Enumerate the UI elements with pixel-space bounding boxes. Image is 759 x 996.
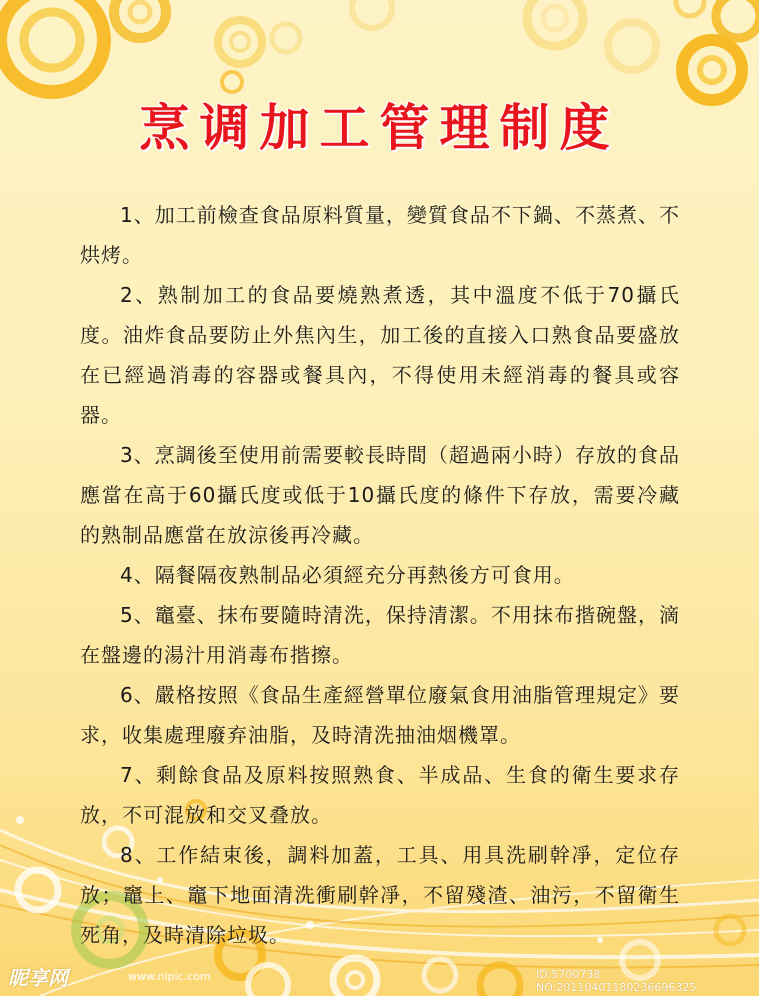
regulations-body [80, 195, 680, 955]
regulation-item-2: 2、熟制加工的食品要燒熟煮透，其中溫度不低于70攝氏度。油炸食品要防止外焦內生，加工後的直接入口熟食品要盛放在已經過消毒的容器或餐具內，不得使用未經消毒的餐具或容器。 [80, 283, 680, 427]
watermark-url: www.nipic.com [128, 970, 211, 983]
regulation-item-4: 4、隔餐隔夜熟制品必須經充分再熱後方可食用。 [120, 563, 575, 587]
regulation-item-8: 8、工作結束後，調料加蓋，工具、用具洗刷幹凈，定位存放；竈上、竈下地面清洗衝刷幹凈，不留殘渣、油污，不留衛生死角，及時清除垃圾。 [80, 843, 680, 947]
regulation-item-7: 7、剩餘食品及原料按照熟食、半成品、生食的衛生要求存放，不可混放和交叉叠放。 [80, 763, 680, 827]
regulation-item-6: 6、嚴格按照《食品生產經營單位廢氣食用油脂管理規定》要求，收集處理廢弃油脂，及時清洗抽油烟機罩。 [80, 683, 680, 747]
page-title: 烹调加工管理制度 [139, 99, 620, 157]
regulation-item-5: 5、竈臺、抹布要隨時清洗，保持清潔。不用抹布揩碗盤，滴在盤邊的湯汁用消毒布揩擦。 [80, 603, 680, 667]
watermark-id: ID:5700738 NO:20110401180236696325 [536, 968, 697, 994]
watermark-logo: 昵享网 [8, 966, 68, 990]
regulation-item-3: 3、烹調後至使用前需要較長時間（超過兩小時）存放的食品應當在高于60攝氏度或低于10攝氏度的條件下存放，需要冷藏的熟制品應當在放涼後再冷藏。 [80, 443, 680, 547]
regulation-item-1: 1、加工前檢查食品原料質量，變質食品不下鍋、不蒸煮、不烘烤。 [80, 203, 680, 267]
